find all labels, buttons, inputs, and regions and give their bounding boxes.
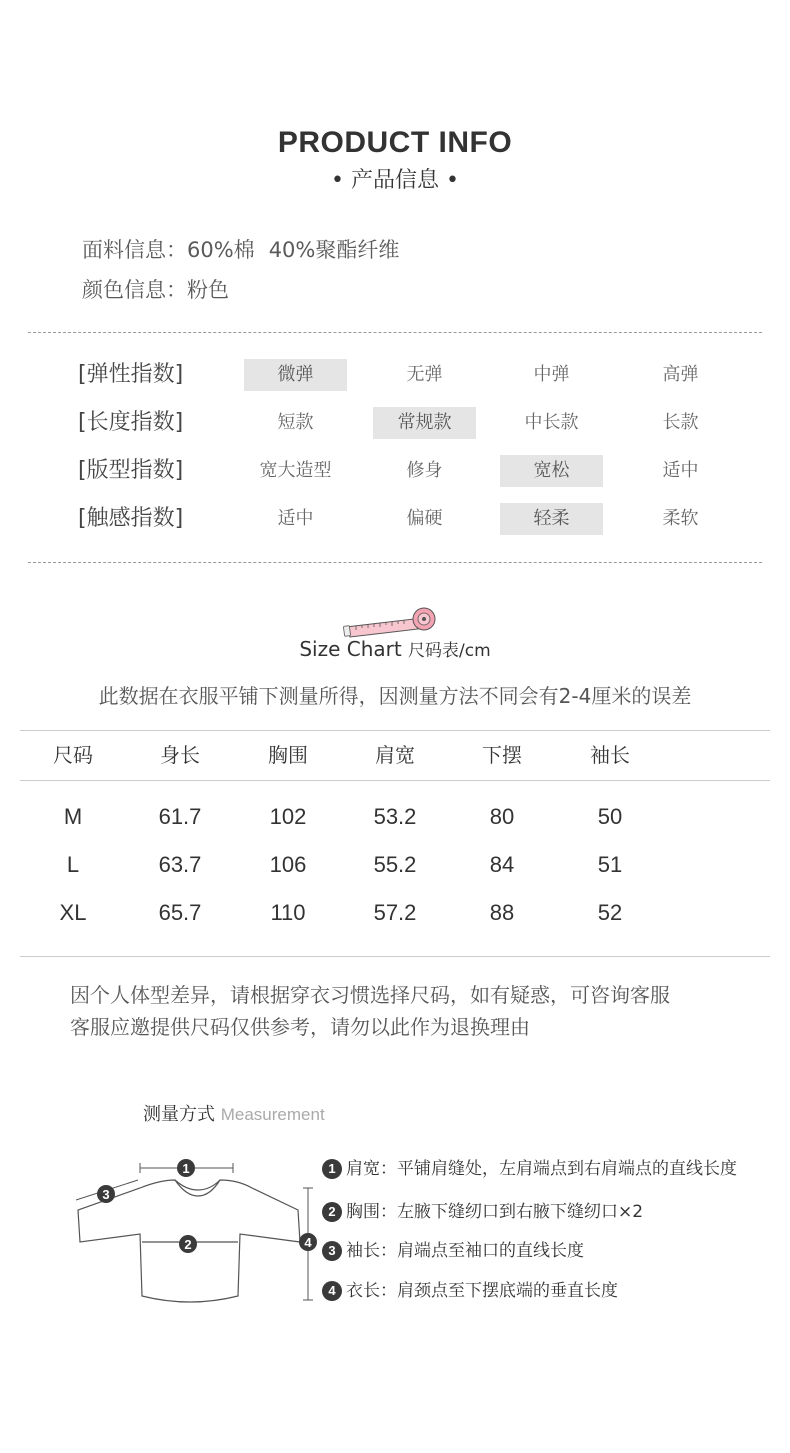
attribute-option: 修身 <box>406 460 443 481</box>
measurement-title <box>143 1100 325 1126</box>
attribute-option: 适中 <box>277 508 314 529</box>
table-cell: 63.7 <box>158 852 202 877</box>
table-cell: 106 <box>269 852 307 877</box>
measurement-text: 肩宽：平铺肩缝处，左肩端点到右肩端点的直线长度 <box>346 1159 737 1179</box>
table-cell: 55.2 <box>373 852 417 877</box>
table-cell: 57.2 <box>373 900 417 925</box>
table-header-cell: 袖长 <box>590 743 630 767</box>
table-rule <box>20 956 770 957</box>
table-cell: 102 <box>269 804 307 829</box>
garment-diagram <box>70 1150 320 1310</box>
table-cell: L <box>66 852 80 877</box>
table-cell: 65.7 <box>158 900 202 925</box>
color-label: 颜色信息： <box>82 278 187 302</box>
divider <box>28 562 762 563</box>
attribute-option: 中长款 <box>524 412 579 433</box>
table-header-cell: 下摆 <box>482 743 522 767</box>
table-cell: XL <box>59 900 87 925</box>
size-chart-title-cn: 尺码表/cm <box>408 641 491 661</box>
attribute-label: [版型指数] <box>78 458 184 483</box>
page-title: PRODUCT INFO <box>277 126 513 159</box>
attribute-option: 宽大造型 <box>259 460 332 481</box>
measurement-number-badge: 3 <box>322 1241 342 1261</box>
measurement-number-badge: 2 <box>322 1202 342 1222</box>
table-header-cell: 胸围 <box>268 743 308 767</box>
table-cell: 110 <box>270 900 306 925</box>
size-chart-title <box>0 636 790 661</box>
tape-measure-icon <box>342 607 442 639</box>
fabric-value-1: 60%棉 <box>187 238 255 262</box>
measurement-text: 衣长：肩颈点至下摆底端的垂直长度 <box>346 1281 618 1301</box>
size-chart-title-en: Size Chart <box>299 637 409 661</box>
table-cell: 80 <box>489 804 515 829</box>
table-cell: 51 <box>597 852 623 877</box>
attribute-option: 长款 <box>662 412 699 433</box>
note-line-2: 客服应邀提供尺码仅供参考，请勿以此作为退换理由 <box>70 1015 530 1039</box>
table-cell: 84 <box>489 852 515 877</box>
measurement-number-badge: 1 <box>322 1159 342 1179</box>
divider <box>28 332 762 333</box>
diagram-label-4: 4 <box>304 1235 312 1250</box>
table-rule <box>20 780 770 781</box>
attribute-option: 柔软 <box>662 508 699 529</box>
table-cell: 52 <box>597 900 623 925</box>
diagram-label-3: 3 <box>102 1187 110 1202</box>
table-cell: M <box>63 804 83 829</box>
table-cell: 53.2 <box>373 804 417 829</box>
measurement-item <box>322 1200 643 1224</box>
table-cell: 50 <box>597 804 623 829</box>
attribute-row <box>0 359 790 391</box>
measurement-item <box>322 1279 618 1303</box>
fabric-info <box>82 234 399 264</box>
diagram-label-1: 1 <box>182 1161 190 1176</box>
measurement-item <box>322 1239 584 1263</box>
attribute-option-selected: 常规款 <box>373 407 476 439</box>
attribute-option: 适中 <box>662 460 699 481</box>
attribute-option: 中弹 <box>533 364 570 385</box>
measurement-text: 胸围：左腋下缝纫口到右腋下缝纫口×2 <box>346 1202 644 1222</box>
attribute-option-selected: 微弹 <box>244 359 347 391</box>
table-header-cell: 尺码 <box>53 743 93 767</box>
measurement-number-badge: 4 <box>322 1281 342 1301</box>
attribute-label: [弹性指数] <box>78 362 184 387</box>
size-disclaimer: 此数据在衣服平铺下测量所得，因测量方法不同会有2-4厘米的误差 <box>98 684 692 708</box>
page-subtitle: • 产品信息 • <box>331 168 459 193</box>
measurement-title-cn: 测量方式 <box>143 1104 221 1125</box>
attribute-label: [长度指数] <box>78 410 184 435</box>
table-header-cell: 肩宽 <box>375 743 415 767</box>
table-cell: 61.7 <box>158 804 202 829</box>
attribute-option: 偏硬 <box>406 508 443 529</box>
attribute-row <box>0 455 790 487</box>
measurement-item <box>322 1157 737 1181</box>
attribute-row <box>0 503 790 535</box>
table-cell: 88 <box>489 900 515 925</box>
color-info <box>82 274 229 304</box>
fabric-label: 面料信息： <box>82 238 187 262</box>
attribute-option-selected: 宽松 <box>500 455 603 487</box>
attribute-option: 短款 <box>277 412 314 433</box>
attribute-label: [触感指数] <box>78 506 184 531</box>
measurement-text: 袖长：肩端点至袖口的直线长度 <box>346 1241 584 1261</box>
measurement-title-en: Measurement <box>220 1105 325 1124</box>
attribute-row <box>0 407 790 439</box>
fabric-value-2: 40%聚酯纤维 <box>268 238 400 262</box>
attribute-option-selected: 轻柔 <box>500 503 603 535</box>
table-rule <box>20 730 770 731</box>
attribute-option: 无弹 <box>406 364 443 385</box>
color-value: 粉色 <box>187 278 229 302</box>
table-header-cell: 身长 <box>160 743 200 767</box>
attribute-option: 高弹 <box>662 364 699 385</box>
diagram-label-2: 2 <box>184 1237 192 1252</box>
note-line-1: 因个人体型差异，请根据穿衣习惯选择尺码，如有疑惑，可咨询客服 <box>70 983 670 1007</box>
